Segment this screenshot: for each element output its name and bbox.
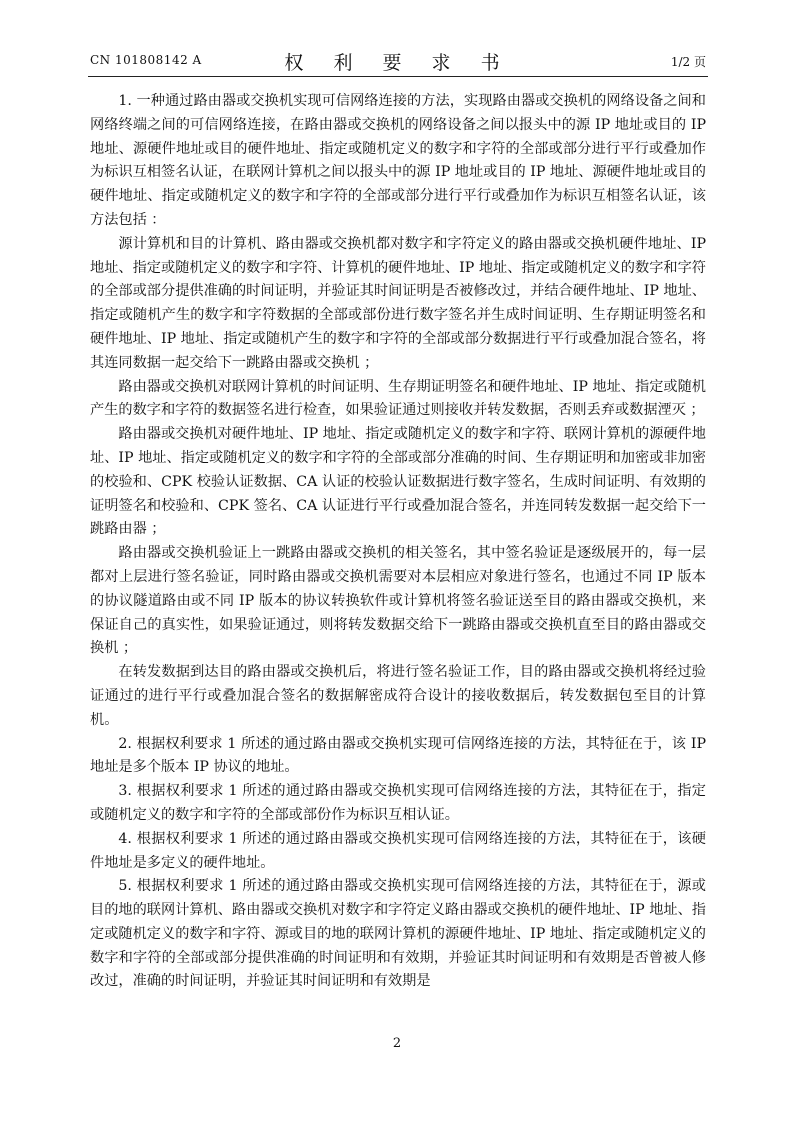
claim-3: 3. 根据权利要求 1 所述的通过路由器或交换机实现可信网络连接的方法，其特征在于，指定或随机定义的数字和字符的全部或部份作为标识互相认证。: [90, 783, 706, 823]
claim-1-preamble: 1. 一种通过路由器或交换机实现可信网络连接的方法，实现路由器或交换机的网络设备之间和网络终端之间的可信网络连接，在路由器或交换机的网络设备之间以报头中的源 IP 地址或目的 IP 地址、源硬件地址或目的硬件地址、指定或随机定义的数字和字符的全部或部分进行平行或叠加作为标识互相签名认证，在联网计算机之间以报头中的源 IP 地址或目的 IP 地址、源硬件地址或目的硬件地址、指定或随机定义的数字和字符的全部或部分进行平行或叠加作为标识互相签名认证，该方法包括 ：: [90, 93, 706, 228]
header-divider: [88, 76, 708, 77]
claim-1-step-3: 路由器或交换机对硬件地址、IP 地址、指定或随机定义的数字和字符、联网计算机的源硬件地址、IP 地址、指定或随机定义的数字和字符的全部或部分准确的时间、生存期证明和加密或非加密的校验和、CPK 校验认证数据、CA 认证的校验认证数据进行数字签名，生成时间证明、有效期的证明签名和校验和、CPK 签名、CA 认证进行平行或叠加混合签名，并连同转发数据一起交给下一跳路由器 ；: [90, 426, 706, 538]
document-title: 权 利 要 求 书: [284, 52, 512, 74]
claim-1-step-1: 源计算机和目的计算机、路由器或交换机都对数字和字符定义的路由器或交换机硬件地址、IP 地址、指定或随机定义的数字和字符、计算机的硬件地址、IP 地址、指定或随机定义的数字和字符的全部或部分提供准确的时间证明，并验证其时间证明是否被修改过，并结合硬件地址、IP 地址、指定或随机产生的数字和字符数据的全部或部份进行数字签名并生成时间证明、生存期证明签名和硬件地址、IP 地址、指定或随机产生的数字和字符的全部或部分数据进行平行或叠加混合签名，将其连同数据一起交给下一跳路由器或交换机 ；: [90, 235, 706, 371]
page-number: 2: [392, 1036, 402, 1051]
patent-number: CN 101808142 A: [90, 53, 202, 67]
claim-4: 4. 根据权利要求 1 所述的通过路由器或交换机实现可信网络连接的方法，其特征在于，该硬件地址是多定义的硬件地址。: [90, 830, 706, 871]
claims-body: [90, 90, 706, 994]
claim-1-step-5: 在转发数据到达目的路由器或交换机后，将进行签名验证工作，目的路由器或交换机将经过验证通过的进行平行或叠加混合签名的数据解密成符合设计的接收数据后，转发数据包至目的计算机。: [90, 664, 706, 728]
claim-1-step-2: 路由器或交换机对联网计算机的时间证明、生存期证明签名和硬件地址、IP 地址、指定或随机产生的数字和字符的数据签名进行检查，如果验证通过则接收并转发数据，否则丢弃或数据湮灭 ；: [90, 378, 706, 419]
claim-2: 2. 根据权利要求 1 所述的通过路由器或交换机实现可信网络连接的方法，其特征在于，该 IP 地址是多个版本 IP 协议的地址。: [90, 735, 706, 776]
claim-1-step-4: 路由器或交换机验证上一跳路由器或交换机的相关签名，其中签名验证是逐级展开的，每一层都对上层进行签名验证，同时路由器或交换机需要对本层相应对象进行签名，也通过不同 IP 版本的协议隧道路由或不同 IP 版本的协议转换软件或计算机将签名验证送至目的路由器或交换机，来保证自己的真实性，如果验证通过，则将转发数据交给下一跳路由器或交换机直至目的路由器或交换机 ；: [90, 545, 706, 657]
page-header: [90, 48, 706, 74]
page-indicator: 1/2 页: [670, 55, 706, 69]
claim-5: 5. 根据权利要求 1 所述的通过路由器或交换机实现可信网络连接的方法，其特征在于，源或目的地的联网计算机、路由器或交换机对数字和字符定义路由器或交换机的硬件地址、IP 地址、指定或随机定义的数字和字符、源或目的地的联网计算机的源硬件地址、IP 地址、指定或随机定义的数字和字符的全部或部分提供准确的时间证明和有效期，并验证其时间证明和有效期是否曾被人修改过，准确的时间证明，并验证其时间证明和有效期是: [90, 878, 706, 990]
